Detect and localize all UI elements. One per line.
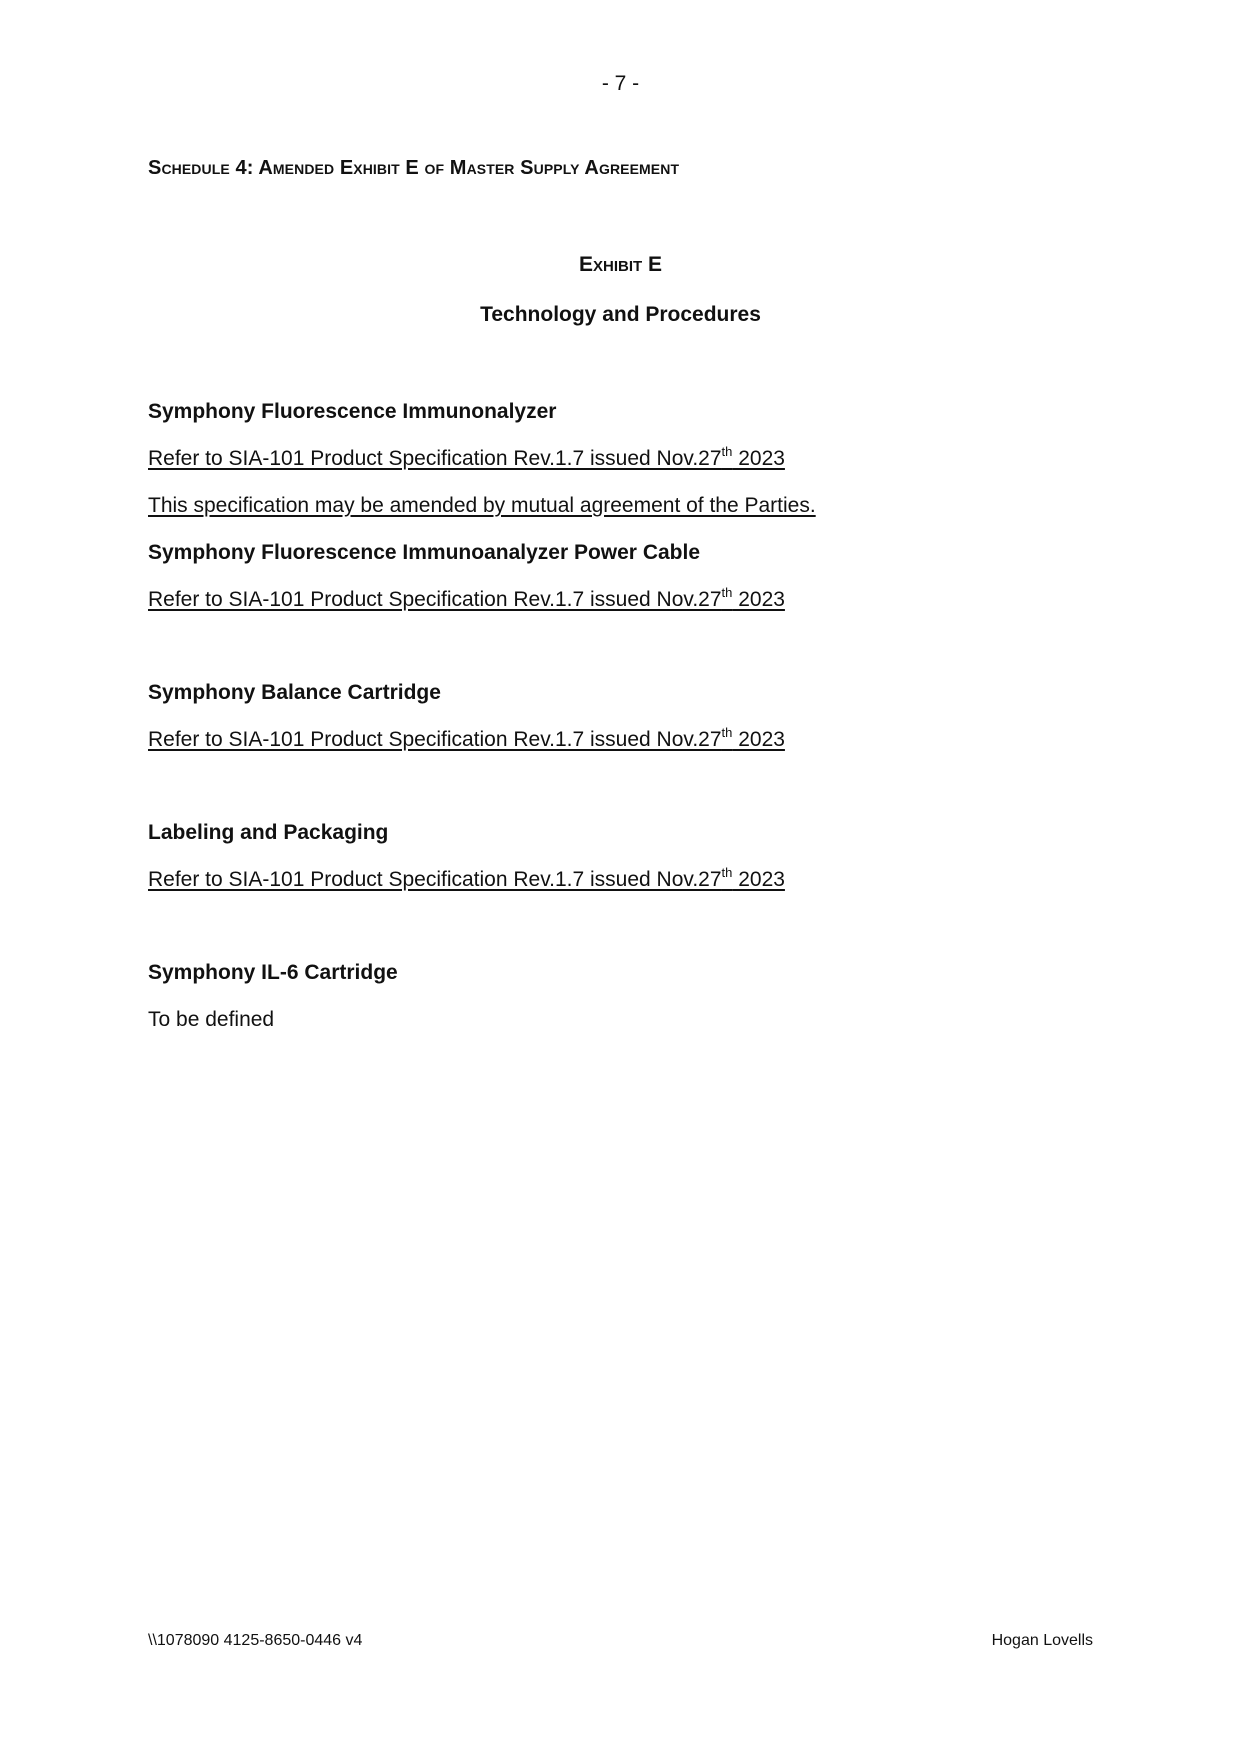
spec-reference-immunonalyzer: Refer to SIA-101 Product Specification Rev.1.7 issued Nov.27th 2023 — [148, 444, 785, 470]
exhibit-title: Exhibit E — [578, 253, 662, 276]
exhibit-subtitle: Technology and Procedures — [480, 303, 761, 326]
footer-firm-name: Hogan Lovells — [991, 1632, 1093, 1649]
schedule-title: Schedule 4: Amended Exhibit E of Master Supply Agreement — [148, 157, 680, 179]
section-heading-balance-cartridge: Symphony Balance Cartridge — [148, 681, 441, 704]
spec-reference-balance-cartridge: Refer to SIA-101 Product Specification Rev.1.7 issued Nov.27th 2023 — [148, 725, 785, 751]
spec-reference-power-cable: Refer to SIA-101 Product Specification Rev.1.7 issued Nov.27th 2023 — [148, 585, 785, 611]
il6-cartridge-status: To be defined — [148, 1008, 275, 1031]
section-heading-immunonalyzer: Symphony Fluorescence Immunonalyzer — [148, 400, 557, 423]
page-number: - 7 - — [601, 72, 640, 95]
amendment-note: This specification may be amended by mutual agreement of the Parties. — [148, 494, 816, 517]
section-heading-il6-cartridge: Symphony IL-6 Cartridge — [148, 961, 398, 984]
footer-document-reference: \\1078090 4125-8650-0446 v4 — [148, 1632, 363, 1649]
spec-reference-labeling-packaging: Refer to SIA-101 Product Specification Rev.1.7 issued Nov.27th 2023 — [148, 865, 785, 891]
section-heading-power-cable: Symphony Fluorescence Immunoanalyzer Power Cable — [148, 541, 700, 564]
section-heading-labeling-packaging: Labeling and Packaging — [148, 821, 389, 844]
